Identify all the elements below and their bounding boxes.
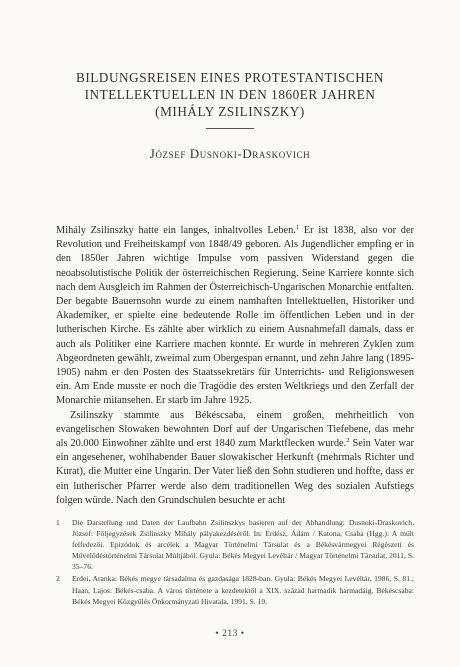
paragraph-1-text-b: Er ist 1838, also vor der Revolution und Freiheitskampf von 1848/49 geboren. Als Jugendlicher empfing er in den 1850er Jahren wichtige Impulse vom passiven Widerstand gegen die neoabsolutistische Politik der österreichischen Regierung. Seine Karriere konnte sich nach dem Ausgleich im Rahmen der Österreichisch-Ungarischen Monarchie entfalten. Der begabte Bauernsohn wurde zu einem namhaften Intellektuellen, Historiker und Akademiker, er spielte eine bedeutende Rolle im öffentlichen Leben und in der lutherischen Kirche. Es zählte aber wirklich zu einem Ausnahmefall damals, dass er auch als Politiker eine Karriere machen konnte. Er wurde in mehreren Zyklen zum Abgeordneten gewählt, zweimal zum Obergespan ernannt, und zehn Jahre lang (1895-1905) nahm er den Posten des Staatssekretärs für Unterrichts- und Religionswesen ein. Am Ende musste er noch die Tragödie des ersten Weltkriegs und den Zerfall der Monarchie mitansehen. Er starb im Jahre 1925. <box>56 225 415 407</box>
paragraph-1 <box>56 224 414 409</box>
author-name: József Dusnoki-Draskovich <box>149 146 311 161</box>
paragraph-2-text-a: Zsilinszky stammte aus Békéscsaba, einem großen, mehrheitlich von evangelischen Slowaken bewohnten Dorf auf der Ungarischen Tiefebene, das mehr als 20.000 Einwohner zählte und erst 1840 zum Marktflecken wurde. <box>56 409 414 450</box>
footnote-2-text: Erdei, Aranka: Békés megye társadalma és gazdasága 1828-ban. Gyula: Békés Megyei Levéltár, 1986, S. 81.; Haan, Lajos: Békés-csaba. A város története a kezdetektől a XIX. század harmadik harmadáig. Békéscsaba: Békés Megyei Közgyűlés Önkormányzati Hivatala, 1991, S. 19. <box>72 574 414 606</box>
title-line-2: INTELLEKTUELLEN IN DEN 1860ER JAHREN <box>84 87 376 102</box>
chapter-title <box>60 69 400 120</box>
footnote-ref-1: 1 <box>295 224 300 231</box>
footnote-ref-2: 2 <box>346 437 350 445</box>
paragraph-2-text-b: Sein Vater war ein angesehener, wohlhabender Bauer slowakischer Herkunft (mehrmals Richter und Kurat), die Mutter eine Ungarin. Der Vater ließ den Sohn studieren und hoffte, dass er ein lutherischer Pfarrer werde also dem traditionellen Weg des sozialen Aufstiegs folgen würde. Nach den Grundschulen besuchte er acht <box>56 438 414 506</box>
page-number: • 213 • <box>215 629 245 639</box>
paragraph-2 <box>56 409 414 508</box>
footnote-1-text: Die Darstellung und Daten der Laufbahn Zsilinszkys basieren auf der Abhandlung: Dusnoki-Draskovich, József: Főljegyzések Zsilinszky Mihály pályakezdéséről. In: Erdész, Ádám / Katona, Csaba (Hgg.): A múlt felfedezői. Epizódok és arcélek a Magyar Történelmi Társulat és a Békésvármegyei Régészeti és Művelődéstörténelmi Társulat Múltjából. Gyula: Békés Megyei Levéltár / Magyar Történelmi Társulat, 2011, S. 35–76. <box>72 518 414 572</box>
paragraph-1-text-a: Mihály Zsilinszky hatte ein langes, inhaltvolles Leben. <box>56 225 296 236</box>
footnote-2 <box>56 573 414 606</box>
title-divider <box>206 128 254 129</box>
footnotes <box>56 517 414 608</box>
footnote-1-number: 1 <box>56 518 60 527</box>
title-line-1: BILDUNGSREISEN EINES PROTESTANTISCHEN <box>76 70 384 85</box>
footnote-1 <box>56 517 414 572</box>
footnote-2-number: 2 <box>56 574 60 584</box>
body-text <box>56 224 414 508</box>
title-line-3: (MIHÁLY ZSILINSZKY) <box>155 104 305 119</box>
